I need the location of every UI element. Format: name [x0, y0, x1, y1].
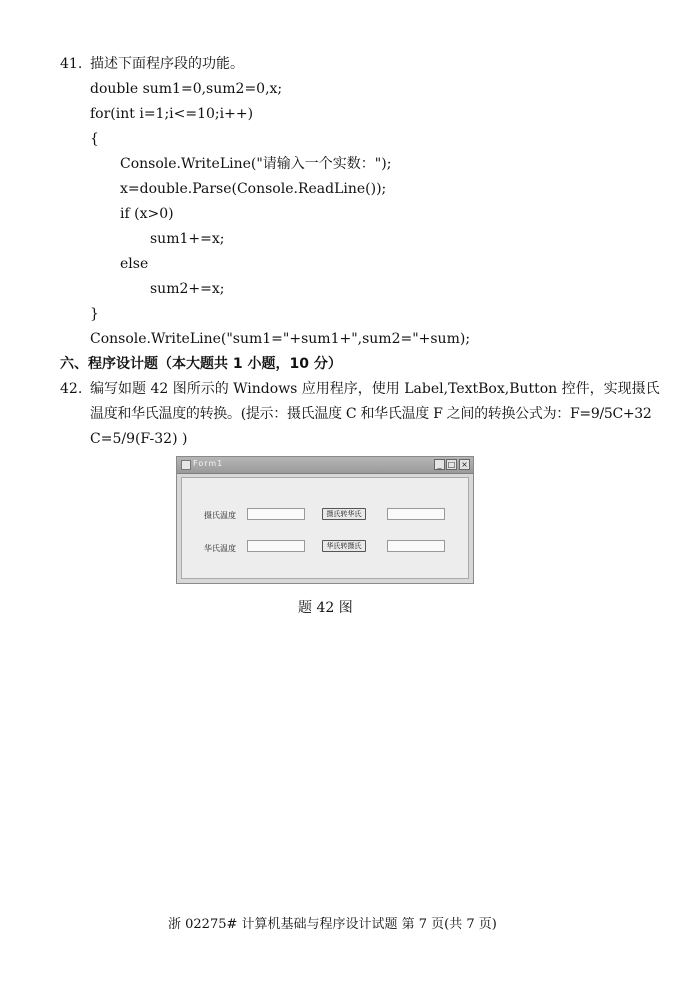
c-to-f-button: 摄氏转华氏 [322, 508, 366, 520]
fahrenheit-textbox [247, 540, 305, 552]
code-line: Console.WriteLine("请输入一个实数："); [120, 156, 392, 172]
close-icon: × [459, 459, 470, 470]
maximize-icon: □ [447, 460, 456, 469]
window-titlebar [177, 457, 473, 474]
code-line: x=double.Parse(Console.ReadLine()); [120, 181, 387, 197]
form-client-area [181, 477, 469, 579]
code-line: else [120, 256, 149, 272]
code-line: sum1+=x; [150, 231, 225, 247]
f-to-c-button: 华氏转摄氏 [322, 540, 366, 552]
form-window-figure [176, 456, 474, 584]
q42-number: 42. [60, 381, 83, 397]
code-line: if (x>0) [120, 206, 174, 222]
window-icon [181, 460, 191, 470]
section-heading: 六、程序设计题（本大题共 1 小题，10 分） [60, 356, 342, 372]
code-line: double sum1=0,sum2=0,x; [90, 81, 283, 97]
window-title: Form1 [193, 459, 224, 468]
code-line: { [90, 131, 99, 147]
q41-title: 描述下面程序段的功能。 [90, 56, 244, 72]
figure-caption: 题 42 图 [298, 600, 353, 616]
q42-text-line: 编写如题 42 图所示的 Windows 应用程序，使用 Label,TextBox,Button 控件，实现摄氏 [90, 381, 660, 397]
q42-text-line: 温度和华氏温度的转换。(提示：摄氏温度 C 和华氏温度 F 之间的转换公式为：F=9/5C+32 [90, 406, 652, 422]
code-line: for(int i=1;i<=10;i++) [90, 106, 254, 122]
celsius-textbox [247, 508, 305, 520]
code-line: Console.WriteLine("sum1="+sum1+",sum2="+sum); [90, 331, 471, 347]
q42-text-line: C=5/9(F-32) ) [90, 431, 188, 447]
f-to-c-result-textbox [387, 540, 445, 552]
q41-number: 41. [60, 56, 83, 72]
c-to-f-result-textbox [387, 508, 445, 520]
minimize-icon: _ [434, 459, 445, 470]
page-footer: 浙 02275# 计算机基础与程序设计试题 第 7 页(共 7 页) [168, 917, 497, 932]
code-line: sum2+=x; [150, 281, 225, 297]
code-line: } [90, 306, 99, 322]
fahrenheit-label: 华氏温度 [204, 544, 236, 553]
celsius-label: 摄氏温度 [204, 511, 236, 520]
